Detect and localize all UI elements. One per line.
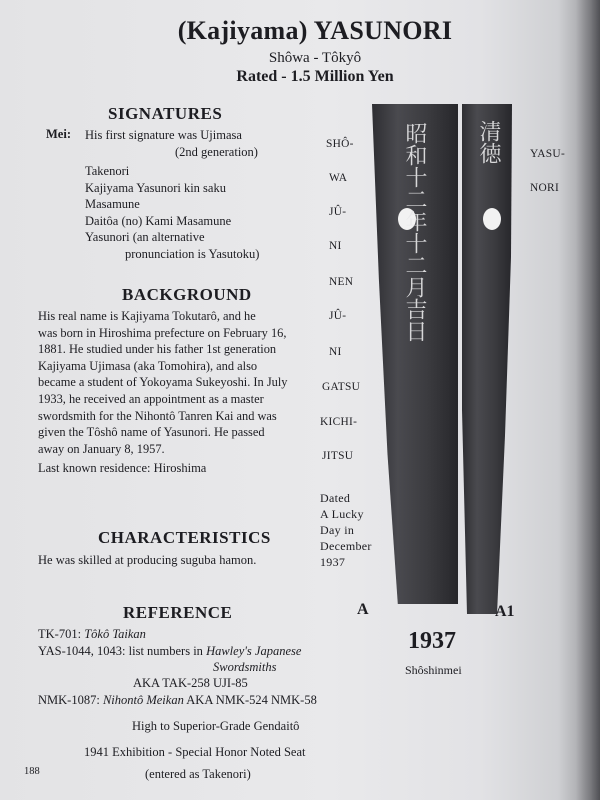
date-note-line: 1937 bbox=[320, 555, 346, 569]
reference-title: Swordsmiths bbox=[213, 660, 277, 674]
background-line: away on January 8, 1957. bbox=[38, 441, 165, 456]
date-note-line: Day in bbox=[320, 523, 355, 537]
date-note-line: A Lucky bbox=[320, 507, 364, 521]
characteristics-heading: CHARACTERISTICS bbox=[98, 528, 271, 547]
reference-nmk bbox=[38, 692, 317, 709]
tang-label-a1: A1 bbox=[495, 603, 515, 620]
signatures-heading: SIGNATURES bbox=[108, 104, 223, 123]
signature-line: pronunciation is Yasutoku) bbox=[125, 246, 260, 261]
background-paragraph bbox=[38, 308, 328, 457]
signature-line: (2nd generation) bbox=[175, 144, 258, 159]
reading-label: WA bbox=[329, 172, 348, 184]
mei-label: Mei: bbox=[46, 127, 71, 141]
reading-label: SHÔ- bbox=[326, 138, 354, 150]
page-title: (Kajiyama) YASUNORI bbox=[177, 16, 453, 45]
reference-tk bbox=[38, 626, 146, 643]
reading-label: NI bbox=[329, 240, 342, 252]
reading-label: KICHI- bbox=[320, 416, 358, 428]
reference-yas bbox=[38, 643, 301, 660]
signature-line: Kajiyama Yasunori kin saku bbox=[85, 180, 226, 195]
reading-label: NORI bbox=[530, 182, 560, 194]
exhibition: 1941 Exhibition - Special Honor Noted Seat bbox=[84, 745, 306, 759]
shoshinmei-label: Shôshinmei bbox=[405, 663, 462, 677]
date-note-line: December bbox=[320, 539, 372, 553]
date-note bbox=[320, 490, 372, 570]
signature-line: Masamune bbox=[85, 197, 140, 211]
exhibition-entry: (entered as Takenori) bbox=[145, 767, 251, 781]
signature-line: Takenori bbox=[85, 164, 130, 178]
reference-code: NMK-1087: bbox=[38, 693, 100, 707]
reference-aka: AKA NMK-524 NMK-58 bbox=[186, 693, 317, 707]
background-line: given the Tôshô name of Yasunori. He passed bbox=[38, 425, 265, 440]
signature-line: His first signature was Ujimasa bbox=[85, 128, 242, 142]
reference-yas-title-2 bbox=[213, 659, 276, 676]
rating: Rated - 1.5 Million Yen bbox=[236, 68, 394, 85]
characteristics-text: He was skilled at producing suguba hamon. bbox=[38, 553, 257, 567]
reading-label: NI bbox=[329, 346, 342, 358]
reference-title: Tôkô Taikan bbox=[84, 627, 146, 641]
reference-aka-1: AKA TAK-258 UJI-85 bbox=[133, 676, 248, 690]
tang-inscription-a1: 清徳 bbox=[476, 120, 501, 164]
year-label: 1937 bbox=[408, 628, 456, 654]
grade: High to Superior-Grade Gendaitô bbox=[132, 719, 300, 733]
reading-label: JITSU bbox=[322, 450, 354, 462]
background-line: swordsmith for the Nihontô Tanren Kai and was bbox=[38, 408, 277, 423]
reference-title: Hawley's Japanese bbox=[206, 644, 302, 658]
reference-code: TK-701: bbox=[38, 627, 82, 641]
reading-label: NEN bbox=[329, 276, 354, 288]
page-curl-shadow bbox=[576, 0, 600, 800]
reading-label: GATSU bbox=[322, 381, 361, 393]
page-number: 188 bbox=[24, 766, 40, 777]
background-line: 1933, he received an appointment as a master bbox=[38, 391, 264, 406]
tang-label-a: A bbox=[357, 601, 369, 618]
mekugi-hole bbox=[483, 208, 501, 230]
reference-title: Nihontô Meikan bbox=[102, 693, 184, 707]
reading-label: JÛ- bbox=[329, 310, 347, 322]
background-line: 1881. He studied under his father 1st generation bbox=[38, 342, 277, 357]
date-note-line: Dated bbox=[320, 491, 351, 505]
background-line: became a student of Yokoyama Sukeyoshi. In July bbox=[38, 375, 288, 390]
signatures-list bbox=[85, 127, 325, 262]
last-residence: Last known residence: Hiroshima bbox=[38, 461, 207, 475]
reading-label: YASU- bbox=[530, 148, 566, 160]
reference-heading: REFERENCE bbox=[123, 603, 233, 622]
background-line: was born in Hiroshima prefecture on February 16, bbox=[38, 325, 287, 340]
signature-line: Yasunori (an alternative bbox=[85, 230, 205, 244]
reference-code: YAS-1044, 1043: list numbers in bbox=[38, 644, 203, 658]
background-heading: BACKGROUND bbox=[122, 285, 252, 304]
background-line: His real name is Kajiyama Tokutarô, and he bbox=[38, 309, 256, 323]
tang-inscription-a: 昭和十二年十二月吉日 bbox=[402, 122, 427, 342]
reading-label: JÛ- bbox=[329, 206, 347, 218]
background-line: Kajiyama Ujimasa (aka Tomohira), and also bbox=[38, 358, 258, 373]
period-location: Shôwa - Tôkyô bbox=[268, 50, 362, 66]
signature-line: Daitôa (no) Kami Masamune bbox=[85, 213, 232, 228]
